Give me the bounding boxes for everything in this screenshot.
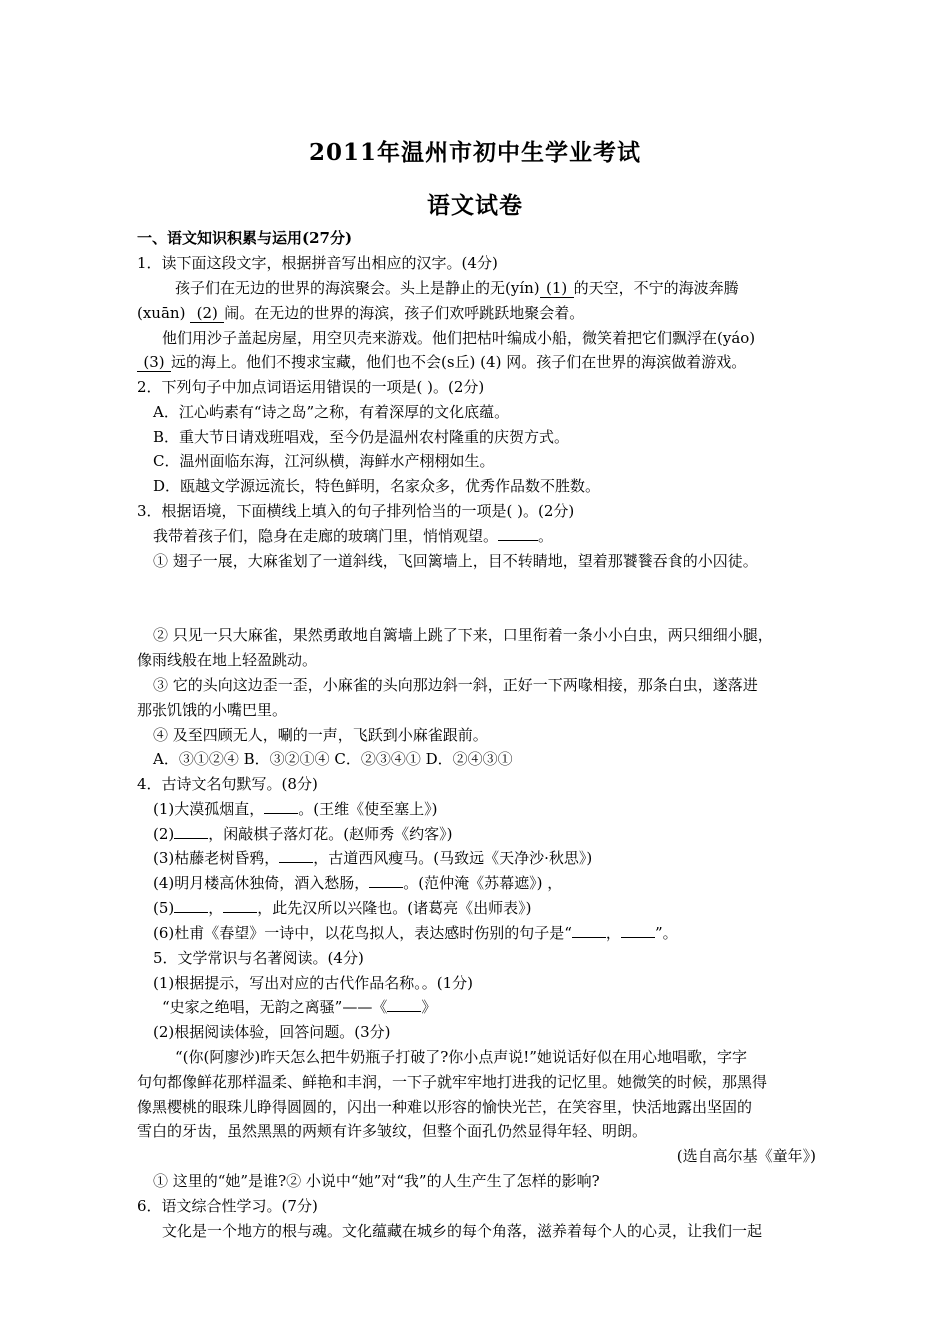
q3-sentence-3-cont: 那张饥饿的小嘴巴里。 [137, 701, 288, 719]
q4-item-2: (2) ，闲敲棋子落灯花。(赵师秀《约客》) [153, 825, 453, 843]
q4-blank [174, 912, 208, 913]
q6-text-line: 文化是一个地方的根与魂。文化蕴藏在城乡的每个角落，滋养着每个人的心灵，让我们一起 [162, 1222, 763, 1240]
q3-blank [498, 540, 538, 541]
q3-sentence-2-cont: 像雨线般在地上轻盈跳动。 [137, 651, 318, 669]
q5-part-2: (2)根据阅读体验，回答问题。(3分) [153, 1023, 391, 1041]
q5-passage-line: 像黑樱桃的眼珠儿睁得圆圆的，闪出一种难以形容的愉快光芒，在笑容里，快活地露出坚固的 [137, 1098, 753, 1116]
q1-blank-1: (1) [540, 280, 574, 298]
q1-text-line: (xuān) (2) 闹。在无边的世界的海滨，孩子们欢呼跳跃地聚会着。 [137, 304, 585, 322]
q4-blank [264, 813, 298, 814]
q4-item-5: (5) ， ，此先汉所以兴隆也。(诸葛亮《出师表》) [153, 899, 532, 917]
q4-blank [621, 937, 655, 938]
q6-stem: 6．语文综合性学习。(7分) [137, 1197, 318, 1215]
q5-part-1: (1)根据提示，写出对应的古代作品名称。。(1分) [153, 974, 473, 992]
q4-blank [223, 912, 257, 913]
q3-sentence-1: ① 翅子一展，大麻雀划了一道斜线，飞回篱墙上，目不转睛地，望着那饕餮吞食的小囚徒。 [153, 552, 758, 570]
q3-options: A．③①②④ B．③②①④ C．②③④① D．②④③① [153, 750, 513, 768]
q2-option-c: C．温州面临东海，江河纵横，海鲜水产栩栩如生。 [153, 452, 495, 470]
q5-question: ① 这里的“她”是谁?② 小说中“她”对“我”的人生产生了怎样的影响? [153, 1172, 600, 1190]
q5-quote: “史家之绝唱，无韵之离骚”——《 》 [162, 998, 437, 1016]
q3-stem: 3．根据语境，下面横线上填入的句子排列恰当的一项是( )。(2分) [137, 502, 575, 520]
q4-item-1: (1)大漠孤烟直， 。(王维《使至塞上》) [153, 800, 438, 818]
q1-blank-3: (3) [137, 354, 171, 372]
q3-sentence-4: ④ 及至四顾无人，唰的一声，飞跃到小麻雀跟前。 [153, 726, 488, 744]
q3-sentence-3: ③ 它的头向这边歪一歪，小麻雀的头向那边斜一斜，正好一下两喙相接，那条白虫，遂落进 [153, 676, 758, 694]
exam-title: 2011年温州市初中生学业考试 [308, 139, 641, 166]
section-heading: 一、语文知识积累与运用(27分) [137, 229, 353, 247]
exam-subtitle: 语文试卷 [427, 192, 523, 219]
q2-option-d: D．瓯越文学源远流长，特色鲜明，名家众多，优秀作品数不胜数。 [153, 477, 601, 495]
q1-text-line: (3) 远的海上。他们不搜求宝藏，他们也不会(s丘) (4) 网。孩子们在世界的海滨做着游戏。 [137, 352, 746, 372]
q3-lead: 我带着孩子们，隐身在走廊的玻璃门里，悄悄观望。 。 [153, 527, 554, 545]
q1-blank-2: (2) [190, 305, 224, 323]
q5-passage-line: 雪白的牙齿，虽然黑黑的两颊有许多皱纹，但整个面孔仍然显得年轻、明朗。 [137, 1122, 648, 1140]
q1-stem: 1．读下面这段文字，根据拼音写出相应的汉字。(4分) [137, 254, 498, 272]
q4-blank [174, 838, 208, 839]
q4-stem: 4．古诗文名句默写。(8分) [137, 775, 318, 793]
q4-blank [279, 862, 313, 863]
q2-option-a: A．江心屿素有“诗之岛”之称，有着深厚的文化底蕴。 [153, 403, 510, 421]
q4-item-3: (3)枯藤老树昏鸦， ，古道西风瘦马。(马致远《天净沙·秋思》) [153, 849, 593, 867]
q1-text-line: 孩子们在无边的世界的海滨聚会。头上是静止的无(yín) (1) 的天空，不宁的海波奔腾 [175, 279, 739, 297]
q4-item-4: (4)明月楼高休独倚，酒入愁肠， 。(范仲淹《苏幕遮》) ， [153, 874, 563, 892]
q2-option-b: B．重大节日请戏班唱戏，至今仍是温州农村隆重的庆贺方式。 [153, 428, 570, 446]
q4-blank [369, 887, 403, 888]
q3-sentence-2: ② 只见一只大麻雀，果然勇敢地自篱墙上跳了下来，口里衔着一条小小白虫，两只细细小腿， [153, 626, 773, 644]
q5-source: (选自高尔基《童年》) [676, 1147, 816, 1165]
q5-blank [387, 1011, 421, 1012]
q4-item-6: (6)杜甫《春望》一诗中，以花鸟拟人，表达感时伤别的句子是“ ， ”。 [153, 924, 678, 942]
q4-blank [572, 937, 606, 938]
q5-stem: 5．文学常识与名著阅读。(4分) [153, 949, 364, 967]
q1-text-line: 他们用沙子盖起房屋，用空贝壳来游戏。他们把枯叶编成小船，微笑着把它们飘浮在(yáo) [162, 329, 756, 347]
q5-passage-line: “(你(阿廖沙)昨天怎么把牛奶瓶子打破了?你小点声说!”她说话好似在用心地唱歌，字字 [175, 1048, 747, 1066]
q2-stem: 2．下列句子中加点词语运用错误的一项是( )。(2分) [137, 378, 485, 396]
q5-passage-line: 句句都像鲜花那样温柔、鲜艳和丰润，一下子就牢牢地打进我的记忆里。她微笑的时候，那黑得 [137, 1073, 768, 1091]
